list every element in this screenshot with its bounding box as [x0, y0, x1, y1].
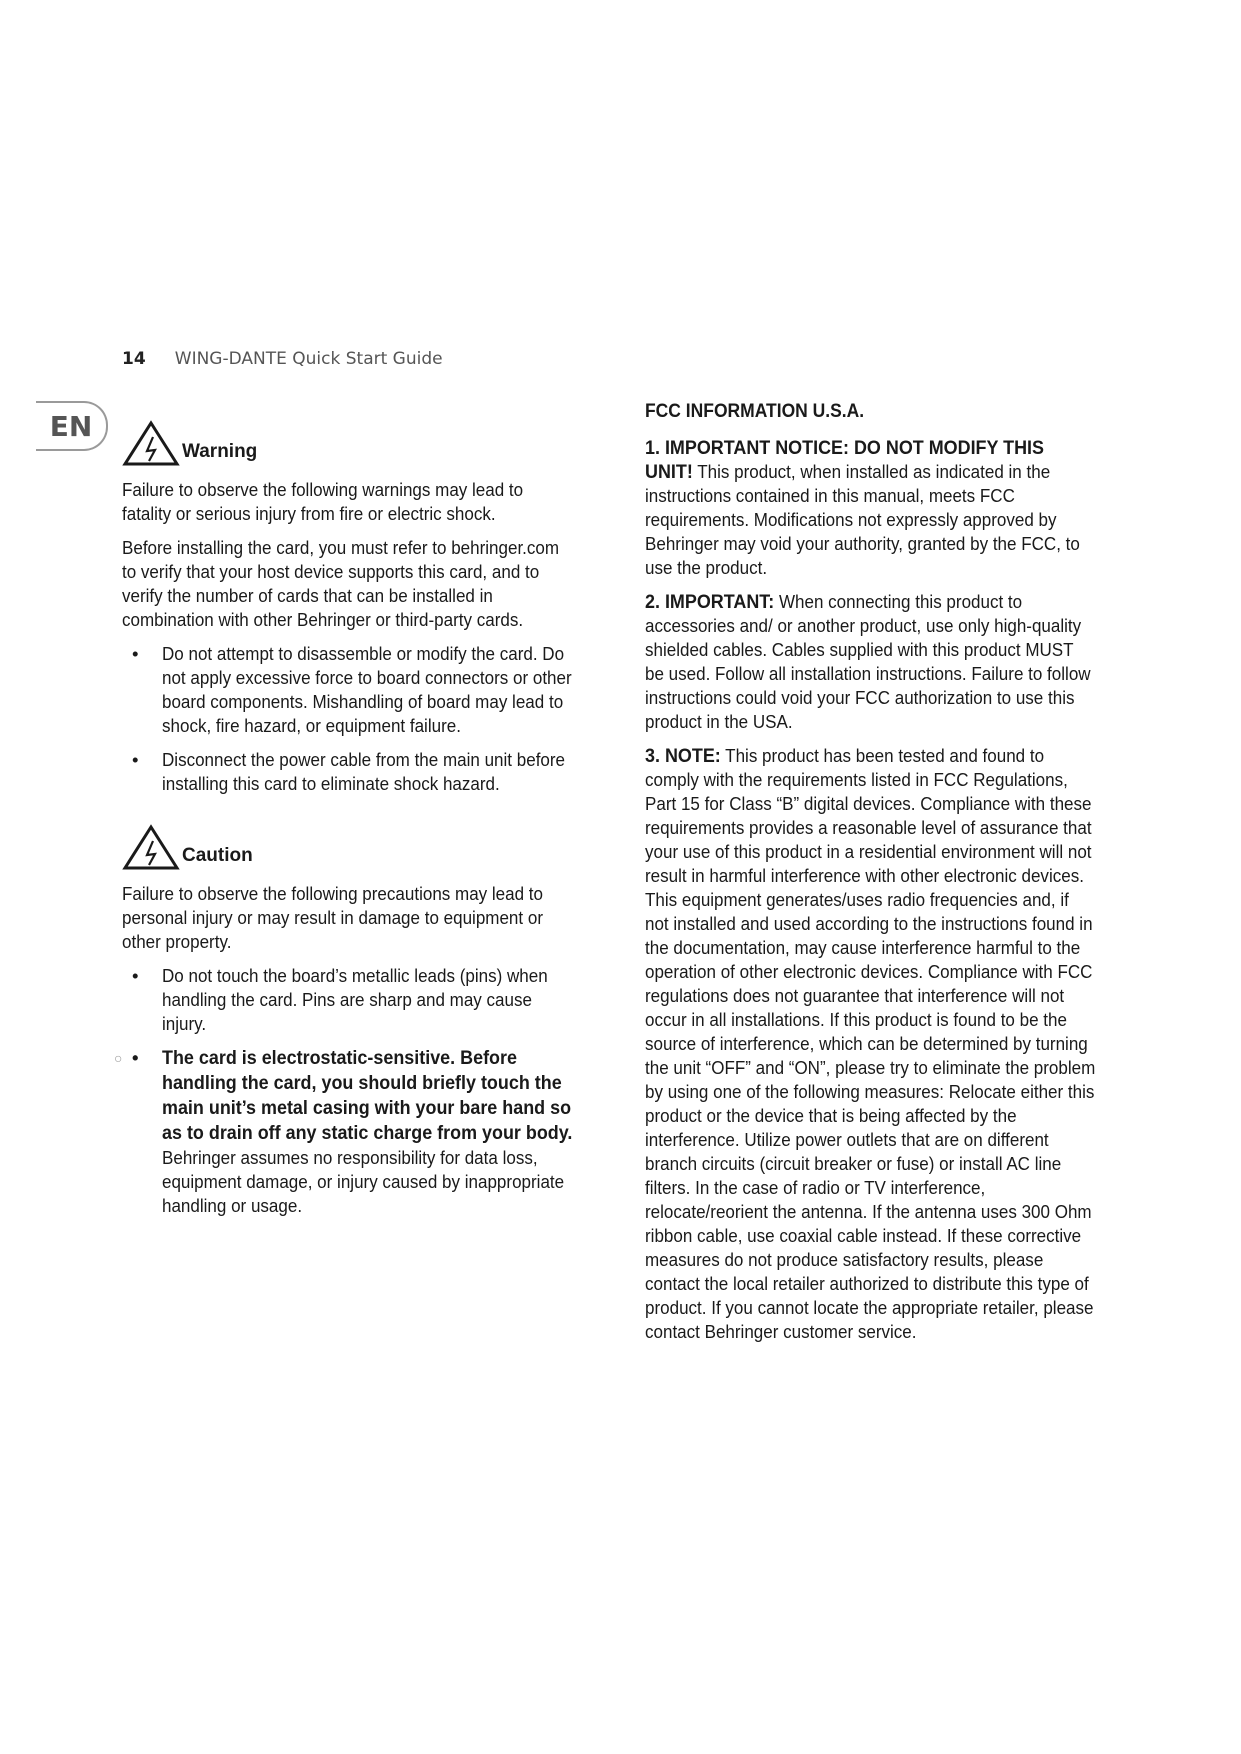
- page-number: 14: [122, 349, 146, 369]
- caution-bullet-1: Do not touch the board’s metallic leads (pins) when handling the card. Pins are sharp and may cause injury.: [162, 965, 548, 1034]
- caution-list: [114, 964, 612, 1218]
- caution-intro: Failure to observe the following precautions may lead to personal injury or may result in damage to equipment or other property.: [122, 883, 544, 952]
- warning-triangle-icon: [122, 420, 180, 466]
- right-column: [645, 400, 1135, 1354]
- fcc-title: FCC INFORMATION U.S.A.: [645, 401, 865, 422]
- caution-bullet-2-bold: The card is electrostatic-sensitive. Before handling the card, you should briefly touch the main unit’s metal casing with your bare hand so as to drain off any static charge from your body.: [162, 1047, 573, 1144]
- list-item: • Do not attempt to disassemble or modify the card. Do not apply excessive force to board connectors or other board components. Mishandling of board may lead to shock, fire hazard, or equipment failure.: [122, 642, 612, 738]
- caution-section: [114, 824, 612, 1218]
- warning-body: Before installing the card, you must refer to behringer.com to verify that your host device supports this card, and to verify the number of cards that can be installed in combination with other Behringer or third-party cards.: [122, 537, 560, 630]
- fcc-item-2-lead: 2. IMPORTANT:: [645, 591, 775, 613]
- warning-title: Warning: [182, 441, 258, 462]
- fcc-item-3-lead: 3. NOTE:: [645, 745, 721, 767]
- list-item: • Do not touch the board’s metallic leads (pins) when handling the card. Pins are sharp and may cause injury.: [122, 964, 612, 1036]
- warning-list: [122, 642, 612, 796]
- fcc-item-3: [645, 744, 1096, 1344]
- warning-section: [122, 420, 612, 796]
- fcc-item-3-text: This product has been tested and found to comply with the requirements listed in FCC Regulations, Part 15 for Class “B” digital devices. Compliance with these requirements provides a reasonable level of assurance that your use of this product in a residential environment will not result in harmful interference with other electronic devices. This equipment generates/uses radio frequencies and, if not installed and used according to the instructions found in the documentation, may cause interference harmful to the operation of other electronic devices. Compliance with FCC regulations does not guarantee that interference will not occur in all installations. If this product is found to be the source of interference, which can be determined by turning the unit “OFF” and “ON”, please try to eliminate the problem by using one of the following measures: Relocate either this product or the device that is being affected by the interference. Utilize power outlets that are on different branch circuits (circuit breaker or fuse) or install AC line filters. In the case of radio or TV interference, relocate/reorient the antenna. If the antenna uses 300 Ohm ribbon cable, use coaxial cable instead. If these corrective measures do not produce satisfactory results, please contact the local retailer authorized to distribute this type of product. If you cannot locate the appropriate retailer, please contact Behringer customer service.: [645, 745, 1096, 1342]
- language-tab: EN: [36, 401, 108, 451]
- fcc-item-1: [645, 436, 1096, 580]
- caution-header: [122, 824, 612, 870]
- caution-title: Caution: [182, 845, 253, 866]
- left-column: [114, 420, 612, 1228]
- warning-bullet-1: Do not attempt to disassemble or modify the card. Do not apply excessive force to board connectors or other board components. Mishandling of board may lead to shock, fire hazard, or equipment failure.: [162, 643, 572, 736]
- warning-intro: Failure to observe the following warnings may lead to fatality or serious injury from fire or electric shock.: [122, 479, 524, 524]
- warning-bullet-2: Disconnect the power cable from the main unit before installing this card to eliminate shock hazard.: [162, 749, 566, 794]
- fcc-item-2-text: When connecting this product to accessories and/ or another product, use only high-quality shielded cables. Cables supplied with this product MUST be used. Follow all installation instructions. Failure to follow instructions could void your FCC authorization to use this product in the USA.: [645, 591, 1091, 732]
- document-title: WING-DANTE Quick Start Guide: [174, 349, 443, 369]
- page-header: [122, 349, 443, 369]
- list-item: ○ • The card is electrostatic-sensitive. Before handling the card, you should briefly touch the main unit’s metal casing with your bare hand so as to drain off any static charge from your body. Behringer assumes no responsibility for data loss, equipment damage, or injury caused by inappropriate handling or usage.: [114, 1047, 573, 1216]
- warning-header: [122, 420, 612, 466]
- fcc-item-1-text: This product, when installed as indicated in the instructions contained in this manual, meets FCC requirements. Modifications not expressly approved by Behringer may void your authority, granted by the FCC, to use the product.: [645, 461, 1080, 578]
- caution-triangle-icon: [122, 824, 180, 870]
- caution-bullet-2-text: Behringer assumes no responsibility for data loss, equipment damage, or injury caused by inappropriate handling or usage.: [162, 1147, 565, 1216]
- fcc-item-1-lead: 1. IMPORTANT NOTICE: DO NOT MODIFY THIS UNIT!: [645, 437, 1045, 483]
- ring-icon: ○: [114, 1050, 123, 1066]
- list-item: • Disconnect the power cable from the main unit before installing this card to eliminate shock hazard.: [122, 748, 612, 796]
- fcc-item-2: [645, 590, 1096, 734]
